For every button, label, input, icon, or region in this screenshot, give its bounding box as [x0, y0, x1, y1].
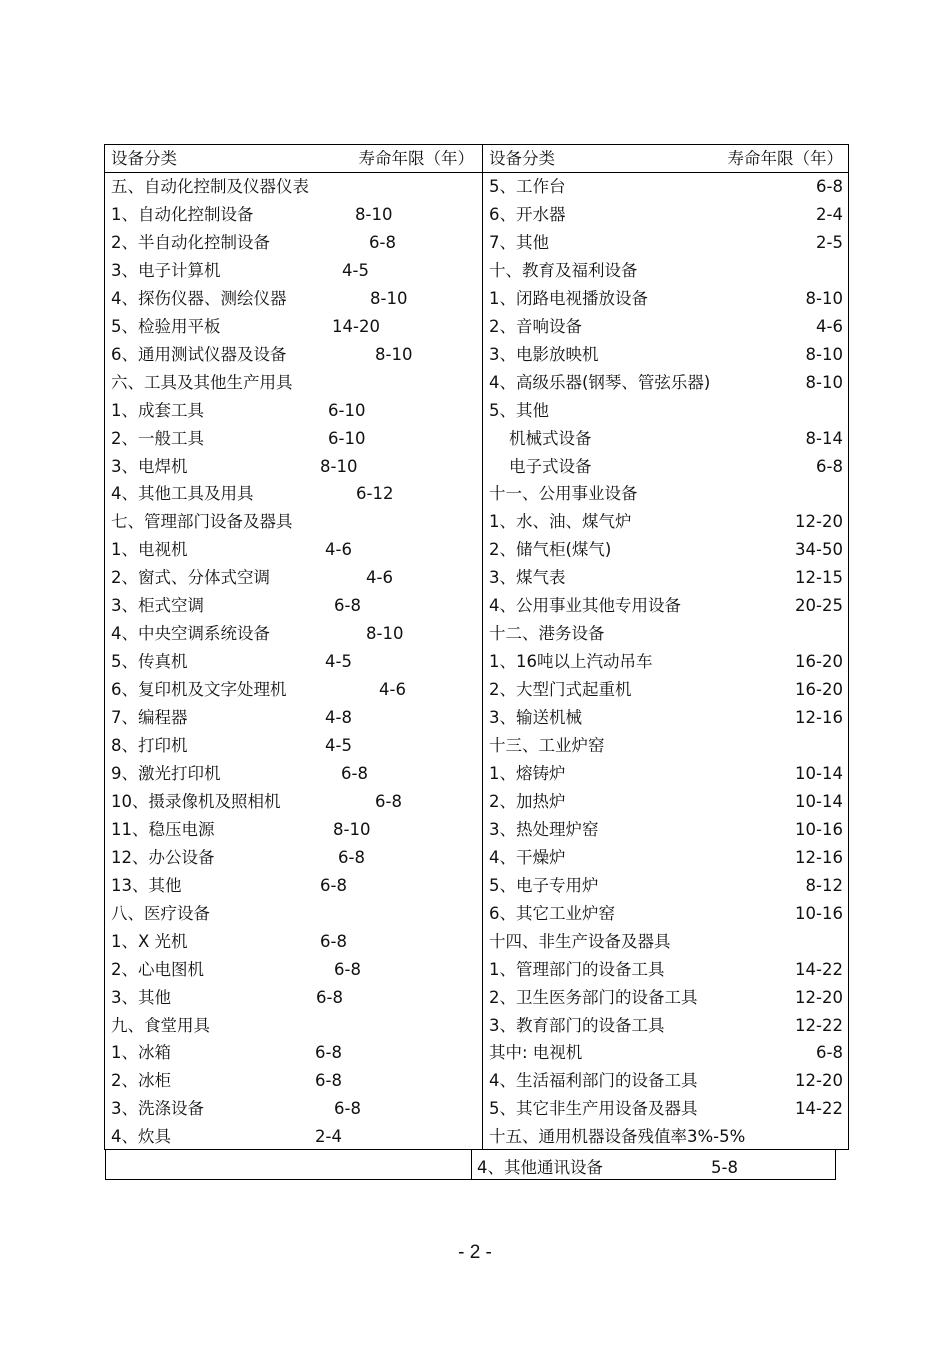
header-life-label: 寿命年限（年）	[358, 149, 474, 168]
table-row	[105, 1067, 482, 1095]
table-row	[105, 760, 482, 788]
row-value: 8-10	[366, 624, 404, 644]
table-row	[105, 229, 482, 257]
row-value: 12-16	[795, 847, 843, 867]
table-row	[483, 536, 849, 564]
row-value: 6-8	[369, 232, 396, 252]
row-value: 16-20	[795, 680, 843, 700]
row-label: 其中: 电视机	[489, 1043, 583, 1063]
row-label: 十二、港务设备	[489, 624, 605, 644]
row-label: 2、音响设备	[489, 316, 582, 336]
row-value: 4-8	[325, 708, 352, 728]
table-row	[105, 341, 482, 369]
row-label: 3、其他	[111, 987, 171, 1007]
row-label: 3、电影放映机	[489, 344, 599, 364]
row-label: 3、煤气表	[489, 568, 566, 588]
table-row	[105, 1039, 482, 1067]
row-value: 6-12	[356, 484, 394, 504]
table-row	[105, 1123, 482, 1151]
table-row	[105, 1095, 482, 1123]
row-value: 2-4	[315, 1127, 342, 1147]
row-value: 6-8	[334, 1099, 361, 1119]
table-row	[105, 397, 482, 425]
table-row	[105, 816, 482, 844]
row-label: 12、办公设备	[111, 847, 215, 867]
row-value: 4-5	[342, 260, 369, 280]
row-label: 7、其他	[489, 232, 549, 252]
row-label: 2、心电图机	[111, 959, 204, 979]
row-value: 6-8	[816, 177, 843, 196]
table-row	[105, 788, 482, 816]
equipment-life-table	[104, 144, 849, 1150]
row-label: 机械式设备	[509, 428, 592, 448]
table-row	[483, 257, 849, 285]
row-label: 5、工作台	[489, 177, 566, 196]
table-row	[483, 201, 849, 229]
table-row	[483, 453, 849, 481]
row-label: 2、大型门式起重机	[489, 680, 632, 700]
row-value: 4-6	[366, 568, 393, 588]
table-row	[105, 900, 482, 928]
row-label: 11、稳压电源	[111, 819, 215, 839]
row-label: 5、传真机	[111, 652, 188, 672]
row-label: 7、编程器	[111, 708, 188, 728]
row-label: 1、管理部门的设备工具	[489, 959, 665, 979]
row-value: 14-22	[795, 959, 843, 979]
row-value: 6-8	[320, 875, 347, 895]
table-row	[483, 397, 849, 425]
row-label: 5、检验用平板	[111, 316, 221, 336]
table-row	[105, 648, 482, 676]
row-label: 1、熔铸炉	[489, 763, 566, 783]
row-label: 5、其他	[489, 400, 549, 420]
header-category-label: 设备分类	[489, 149, 555, 168]
row-value: 16-20	[795, 652, 843, 672]
table-row	[105, 285, 482, 313]
row-label: 2、储气柜(煤气)	[489, 540, 612, 560]
row-value: 8-10	[370, 288, 408, 308]
row-label: 4、探伤仪器、测绘仪器	[111, 288, 287, 308]
row-value: 5-8	[711, 1158, 738, 1177]
row-value: 6-8	[816, 1043, 843, 1063]
row-value: 8-12	[805, 875, 843, 895]
row-label: 十、教育及福利设备	[489, 260, 638, 280]
table-row	[105, 592, 482, 620]
table-row	[105, 984, 482, 1012]
row-value: 8-10	[805, 372, 843, 392]
table-row	[483, 564, 849, 592]
row-label: 2、一般工具	[111, 428, 204, 448]
row-label: 3、电子计算机	[111, 260, 221, 280]
table-row	[483, 1123, 849, 1151]
table-row	[105, 313, 482, 341]
table-row	[483, 732, 849, 760]
table-row	[483, 480, 849, 508]
row-label: 九、食堂用具	[111, 1015, 210, 1035]
row-value: 8-10	[805, 288, 843, 308]
table-row	[105, 620, 482, 648]
table-row	[483, 760, 849, 788]
row-label: 4、中央空调系统设备	[111, 624, 270, 644]
table-row	[483, 592, 849, 620]
row-label: 八、医疗设备	[111, 903, 210, 923]
row-value: 8-10	[320, 456, 358, 476]
row-label: 9、激光打印机	[111, 763, 221, 783]
row-value: 6-8	[315, 1071, 342, 1091]
row-label: 2、半自动化控制设备	[111, 232, 270, 252]
row-value: 12-16	[795, 708, 843, 728]
table-row	[483, 341, 849, 369]
row-label: 10、摄录像机及照相机	[111, 791, 281, 811]
header-category-label: 设备分类	[111, 149, 177, 168]
table-row	[105, 425, 482, 453]
row-label: 电子式设备	[509, 456, 592, 476]
row-value: 10-16	[795, 903, 843, 923]
table-row	[483, 676, 849, 704]
row-value: 10-16	[795, 819, 843, 839]
row-label: 6、通用测试仪器及设备	[111, 344, 287, 364]
left-column	[105, 145, 482, 1149]
table-row	[105, 257, 482, 285]
row-label: 1、成套工具	[111, 400, 204, 420]
row-value: 8-10	[375, 344, 413, 364]
row-value: 34-50	[795, 540, 843, 560]
row-value: 8-10	[355, 204, 393, 224]
table-row	[483, 620, 849, 648]
extra-row	[471, 1154, 831, 1182]
table-header-right	[483, 145, 849, 173]
row-label: 十一、公用事业设备	[489, 484, 638, 504]
table-row	[105, 201, 482, 229]
row-label: 1、电视机	[111, 540, 188, 560]
header-life-label: 寿命年限（年）	[727, 149, 843, 168]
row-label: 3、教育部门的设备工具	[489, 1015, 665, 1035]
row-value: 6-8	[816, 456, 843, 476]
table-row	[483, 872, 849, 900]
table-row	[105, 1012, 482, 1040]
table-row	[483, 173, 849, 201]
row-label: 4、炊具	[111, 1127, 171, 1147]
row-label: 七、管理部门设备及器具	[111, 512, 293, 532]
row-value: 6-8	[338, 847, 365, 867]
row-value: 2-5	[816, 232, 843, 252]
row-label: 4、其他通讯设备	[477, 1158, 603, 1177]
table-row	[483, 1067, 849, 1095]
table-row	[105, 508, 482, 536]
row-label: 十五、通用机器设备残值率3%-5%	[489, 1127, 746, 1147]
table-header-left	[105, 145, 482, 173]
row-label: 4、其他工具及用具	[111, 484, 254, 504]
row-value: 10-14	[795, 791, 843, 811]
row-value: 4-6	[816, 316, 843, 336]
row-value: 2-4	[816, 204, 843, 224]
table-row	[105, 732, 482, 760]
row-label: 1、冰箱	[111, 1043, 171, 1063]
row-label: 2、卫生医务部门的设备工具	[489, 987, 698, 1007]
row-label: 1、闭路电视播放设备	[489, 288, 648, 308]
table-row	[483, 928, 849, 956]
row-value: 6-8	[315, 1043, 342, 1063]
table-row	[483, 900, 849, 928]
table-row	[483, 1012, 849, 1040]
row-value: 6-8	[320, 931, 347, 951]
row-value: 4-5	[325, 652, 352, 672]
row-label: 1、X 光机	[111, 931, 188, 951]
row-label: 1、自动化控制设备	[111, 204, 254, 224]
row-value: 6-10	[328, 400, 366, 420]
row-label: 6、开水器	[489, 204, 566, 224]
table-row	[483, 1095, 849, 1123]
table-row	[483, 648, 849, 676]
table-row	[483, 425, 849, 453]
row-label: 2、加热炉	[489, 791, 566, 811]
table-row	[483, 956, 849, 984]
table-row	[105, 480, 482, 508]
row-label: 六、工具及其他生产用具	[111, 372, 293, 392]
row-label: 十四、非生产设备及器具	[489, 931, 671, 951]
table-row	[105, 536, 482, 564]
row-label: 3、输送机械	[489, 708, 582, 728]
row-label: 3、洗涤设备	[111, 1099, 204, 1119]
row-label: 3、热处理炉窑	[489, 819, 599, 839]
row-value: 4-6	[379, 680, 406, 700]
row-label: 6、复印机及文字处理机	[111, 680, 287, 700]
row-value: 12-20	[795, 987, 843, 1007]
row-label: 十三、工业炉窑	[489, 736, 605, 755]
row-value: 4-6	[325, 540, 352, 560]
row-value: 6-8	[334, 959, 361, 979]
table-row	[105, 844, 482, 872]
row-label: 1、16吨以上汽动吊车	[489, 652, 653, 672]
row-label: 5、其它非生产用设备及器具	[489, 1099, 698, 1119]
table-row	[105, 956, 482, 984]
table-row	[105, 369, 482, 397]
table-row	[105, 173, 482, 201]
row-label: 3、柜式空调	[111, 596, 204, 616]
row-value: 6-10	[328, 428, 366, 448]
row-value: 8-10	[805, 344, 843, 364]
page-number: - 2 -	[458, 1242, 492, 1263]
row-value: 12-22	[795, 1015, 843, 1035]
row-value: 12-20	[795, 512, 843, 532]
row-label: 五、自动化控制及仪器仪表	[111, 177, 309, 196]
row-value: 6-8	[341, 763, 368, 783]
table-row	[483, 816, 849, 844]
table-row	[483, 844, 849, 872]
row-label: 4、生活福利部门的设备工具	[489, 1071, 698, 1091]
table-row	[105, 704, 482, 732]
table-row	[105, 453, 482, 481]
table-row	[483, 984, 849, 1012]
row-label: 8、打印机	[111, 736, 188, 755]
row-value: 20-25	[795, 596, 843, 616]
row-label: 6、其它工业炉窑	[489, 903, 615, 923]
table-row	[105, 928, 482, 956]
table-row	[105, 564, 482, 592]
row-value: 10-14	[795, 763, 843, 783]
table-row	[483, 788, 849, 816]
row-value: 6-8	[316, 987, 343, 1007]
table-row	[483, 369, 849, 397]
row-value: 6-8	[334, 596, 361, 616]
row-value: 6-8	[375, 791, 402, 811]
table-row	[105, 872, 482, 900]
row-label: 2、窗式、分体式空调	[111, 568, 270, 588]
row-value: 8-10	[333, 819, 371, 839]
row-value: 12-15	[795, 568, 843, 588]
table-row	[483, 1039, 849, 1067]
row-value: 8-14	[805, 428, 843, 448]
table-row	[483, 285, 849, 313]
row-value: 14-20	[332, 316, 380, 336]
table-row	[105, 676, 482, 704]
table-row	[483, 508, 849, 536]
row-value: 14-22	[795, 1099, 843, 1119]
row-label: 4、干燥炉	[489, 847, 566, 867]
row-label: 3、电焊机	[111, 456, 188, 476]
right-column	[483, 145, 849, 1149]
row-label: 4、公用事业其他专用设备	[489, 596, 681, 616]
row-label: 5、电子专用炉	[489, 875, 599, 895]
table-row	[483, 229, 849, 257]
row-label: 1、水、油、煤气炉	[489, 512, 632, 532]
table-row	[483, 704, 849, 732]
row-label: 4、高级乐器(钢琴、管弦乐器)	[489, 372, 711, 392]
table-row	[483, 313, 849, 341]
row-value: 4-5	[325, 736, 352, 755]
row-label: 2、冰柜	[111, 1071, 171, 1091]
row-label: 13、其他	[111, 875, 182, 895]
row-value: 12-20	[795, 1071, 843, 1091]
